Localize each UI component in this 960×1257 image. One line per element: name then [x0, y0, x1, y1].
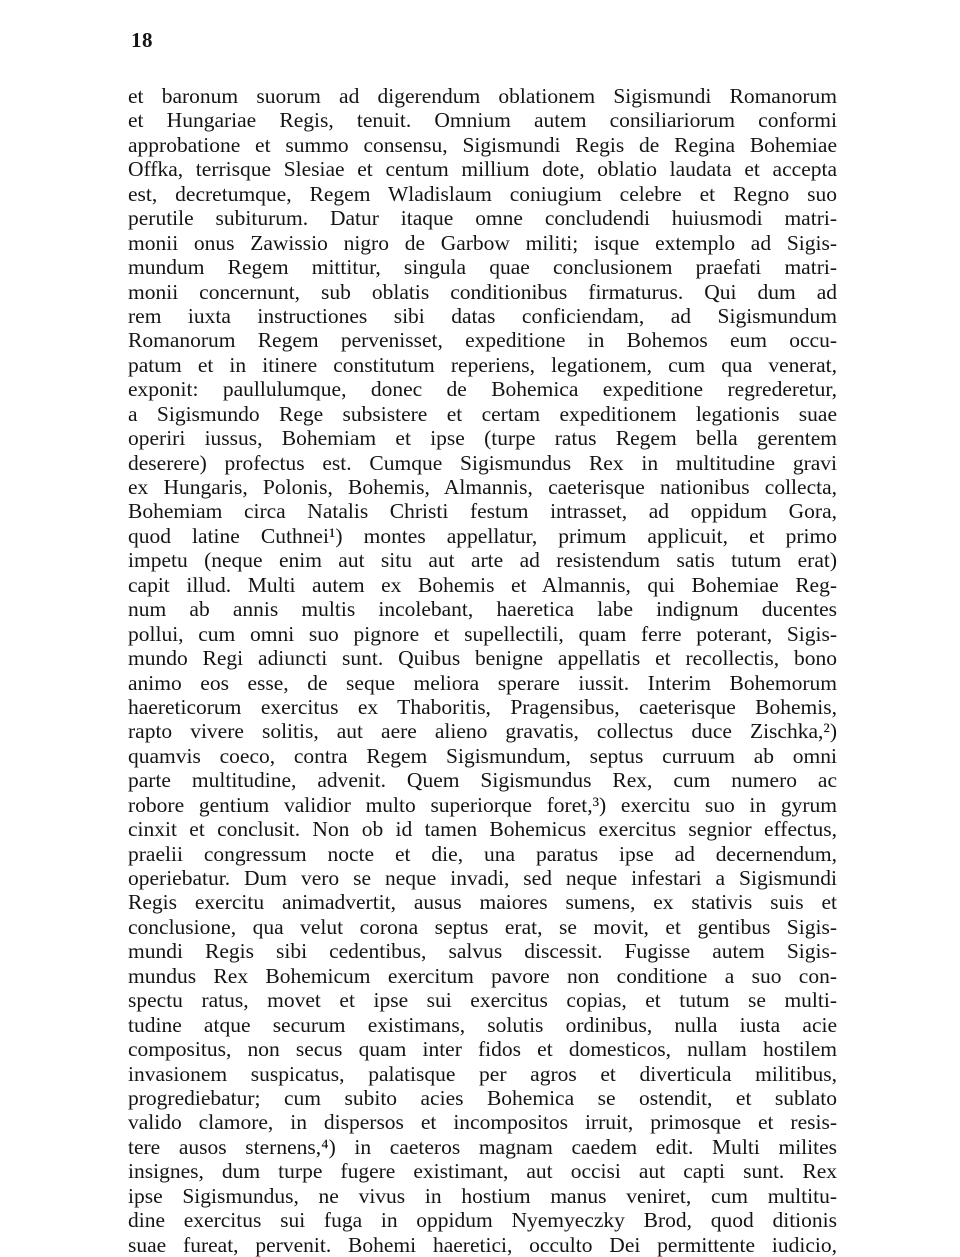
text-line: rapto vivere solitis, aut aere alieno gravatis, collectus duce Zischka,²)	[128, 719, 837, 744]
text-line: monii onus Zawissio nigro de Garbow militi; isque extemplo ad Sigis-	[128, 230, 837, 255]
text-line: mundo Regi adiuncti sunt. Quibus benigne appellatis et recollectis, bono	[128, 646, 837, 671]
text-line: ipse Sigismundus, ne vivus in hostium manus veniret, cum multitu-	[128, 1183, 837, 1208]
text-line: perutile subiturum. Datur itaque omne concludendi huiusmodi matri-	[128, 206, 837, 231]
text-line: invasionem suspicatus, palatisque per agros et diverticula militibus,	[128, 1061, 837, 1086]
text-line: Romanorum Regem pervenisset, expeditione in Bohemos eum occu-	[128, 328, 837, 353]
text-line: haereticorum exercitus ex Thaboritis, Pragensibus, caeterisque Bohemis,	[128, 694, 837, 719]
text-line: parte multitudine, advenit. Quem Sigismundus Rex, cum numero ac	[128, 768, 837, 793]
text-line: praelii congressum nocte et die, una paratus ipse ad decernendum,	[128, 841, 837, 866]
text-line: deserere) profectus est. Cumque Sigismundus Rex in multitudine gravi	[128, 450, 837, 475]
text-line: capit illud. Multi autem ex Bohemis et Almannis, qui Bohemiae Reg-	[128, 572, 837, 597]
text-line: mundum Regem mittitur, singula quae conclusionem praefati matri-	[128, 255, 837, 280]
text-line: tudine atque securum existimans, solutis ordinibus, nulla iusta acie	[128, 1012, 837, 1037]
text-line: et Hungariae Regis, tenuit. Omnium autem consiliariorum conformi	[128, 108, 837, 133]
text-line: patum et in itinere constitutum reperiens, legationem, cum qua venerat,	[128, 352, 837, 377]
text-line: operiri iussus, Bohemiam et ipse (turpe ratus Regem bella gerentem	[128, 426, 837, 451]
text-line: robore gentium validior multo superiorque foret,³) exercitu suo in gyrum	[128, 792, 837, 817]
text-line: mundi Regis sibi cedentibus, salvus discessit. Fugisse autem Sigis-	[128, 939, 837, 964]
text-line: dine exercitus sui fuga in oppidum Nyemyeczky Brod, quod ditionis	[128, 1208, 837, 1233]
text-line: exponit: paullulumque, donec de Bohemica expeditione regrederetur,	[128, 377, 837, 402]
text-line: quod latine Cuthnei¹) montes appellatur, primum applicuit, et primo	[128, 523, 837, 548]
text-line: animo eos esse, de seque meliora sperare iussit. Interim Bohemorum	[128, 670, 837, 695]
text-line: pollui, cum omni suo pignore et supellectili, quam ferre poterant, Sigis-	[128, 621, 837, 646]
text-line: tere ausos sternens,⁴) in caeteros magnam caedem edit. Multi milites	[128, 1134, 837, 1159]
text-line: rem iuxta instructiones sibi datas conficiendam, ad Sigismundum	[128, 303, 837, 328]
text-line: mundus Rex Bohemicum exercitum pavore non conditione a suo con-	[128, 963, 837, 988]
text-line: Bohemiam circa Natalis Christi festum intrasset, ad oppidum Gora,	[128, 499, 837, 524]
text-line: approbatione et summo consensu, Sigismundi Regis de Regina Bohemiae	[128, 132, 837, 157]
text-line: progrediebatur; cum subito acies Bohemica se ostendit, et sublato	[128, 1085, 837, 1110]
text-line: est, decretumque, Regem Wladislaum coniugium celebre et Regno suo	[128, 181, 837, 206]
text-line: insignes, dum turpe fugere existimant, aut occisi aut capti sunt. Rex	[128, 1159, 837, 1184]
text-line: Regis exercitu animadvertit, ausus maiores sumens, ex stativis suis et	[128, 890, 837, 915]
text-line: num ab annis multis incolebant, haeretica labe indignum ducentes	[128, 597, 837, 622]
text-line: operiebatur. Dum vero se neque invadi, sed neque infestari a Sigismundi	[128, 866, 837, 890]
text-line: monii concernunt, sub oblatis conditionibus firmaturus. Qui dum ad	[128, 279, 837, 304]
body-text	[128, 84, 837, 1257]
page-number: 18	[131, 28, 153, 52]
text-line: Offka, terrisque Slesiae et centum millium dote, oblatio laudata et accepta	[128, 157, 837, 182]
text-line: conclusione, qua velut corona septus erat, se movit, et gentibus Sigis-	[128, 914, 837, 939]
text-line: valido clamore, in dispersos et incompositos irruit, primosque et resis-	[128, 1110, 837, 1135]
text-line: suae fureat, pervenit. Bohemi haeretici, occulto Dei permittente iudicio,	[128, 1232, 837, 1257]
text-line: compositus, non secus quam inter fidos et domesticos, nullam hostilem	[128, 1037, 837, 1062]
text-line: spectu ratus, movet et ipse sui exercitus copias, et tutum se multi-	[128, 988, 837, 1013]
text-line: ex Hungaris, Polonis, Bohemis, Almannis, caeterisque nationibus collecta,	[128, 475, 837, 499]
text-line: a Sigismundo Rege subsistere et certam expeditionem legationis suae	[128, 401, 837, 426]
text-line: impetu (neque enim aut situ aut arte ad resistendum satis tutum erat)	[128, 548, 837, 573]
text-line: cinxit et conclusit. Non ob id tamen Bohemicus exercitus segnior effectus,	[128, 817, 837, 842]
text-line: et baronum suorum ad digerendum oblationem Sigismundi Romanorum	[128, 84, 837, 108]
text-line: quamvis coeco, contra Regem Sigismundum, septus curruum ab omni	[128, 743, 837, 768]
